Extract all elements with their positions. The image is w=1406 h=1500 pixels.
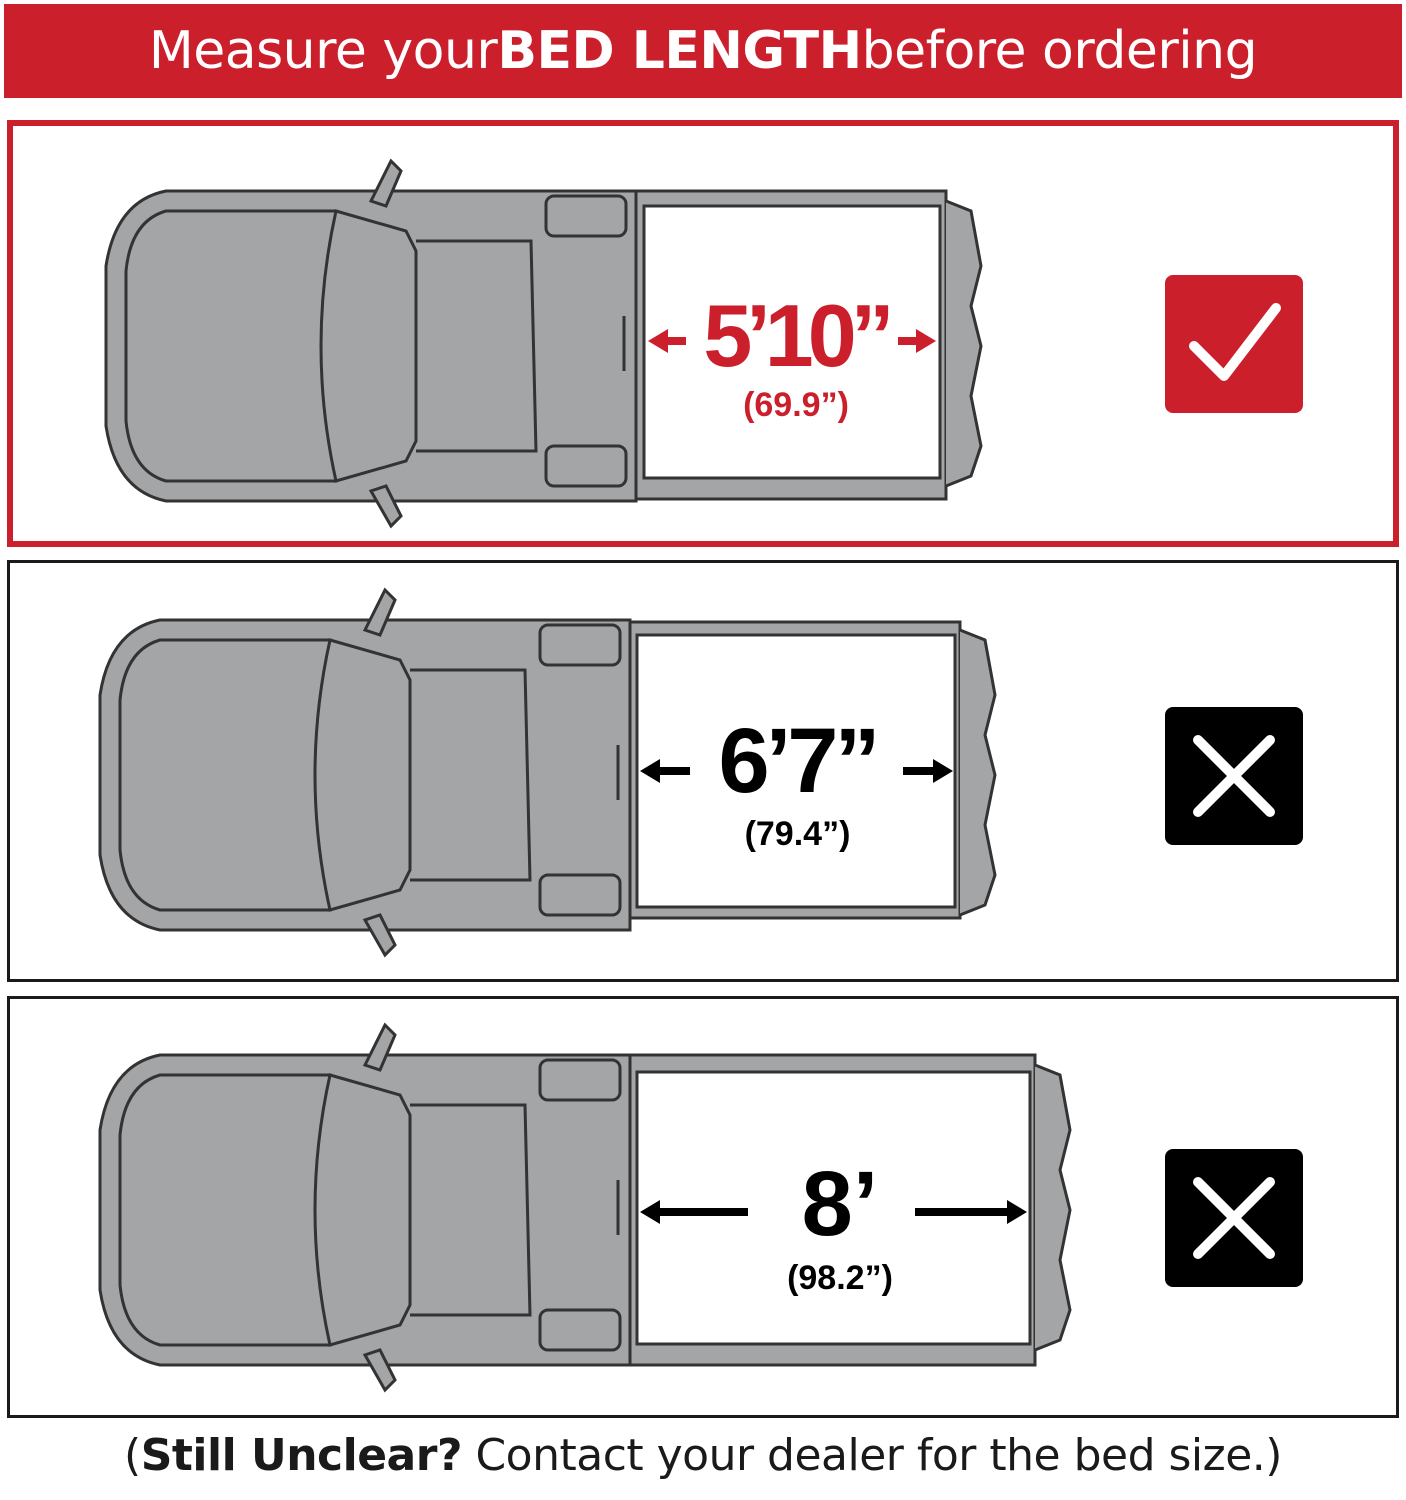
arrow-left-icon bbox=[646, 326, 696, 356]
header-prefix: Measure your bbox=[148, 21, 498, 81]
header-emphasis: BED LENGTH bbox=[497, 21, 862, 81]
bed-length-inches: (69.9”) bbox=[743, 386, 849, 424]
check-icon bbox=[1184, 294, 1284, 394]
bed-length-inches: (79.4”) bbox=[744, 815, 851, 853]
not-selected-badge bbox=[1165, 1149, 1303, 1287]
bed-length-label: 6’7” bbox=[718, 710, 877, 812]
arrow-right-icon bbox=[898, 326, 948, 356]
bed-option-5ft10[interactable] bbox=[7, 120, 1399, 547]
footer-note bbox=[0, 1430, 1406, 1481]
not-selected-badge bbox=[1165, 707, 1303, 845]
bed-length-label: 5’10” bbox=[703, 286, 889, 385]
bed-option-6ft7[interactable] bbox=[7, 560, 1399, 982]
cross-icon bbox=[1184, 726, 1284, 826]
arrow-left-icon bbox=[638, 756, 698, 786]
selected-badge bbox=[1165, 275, 1303, 413]
footer-text: Contact your dealer for the bed size.) bbox=[461, 1430, 1282, 1481]
cross-icon bbox=[1184, 1168, 1284, 1268]
footer-open-paren: ( bbox=[124, 1430, 141, 1481]
arrow-right-icon bbox=[903, 756, 963, 786]
footer-emphasis: Still Unclear? bbox=[140, 1430, 462, 1481]
bed-option-8ft[interactable] bbox=[7, 996, 1399, 1418]
bed-length-label: 8’ bbox=[801, 1153, 879, 1255]
header-banner bbox=[4, 4, 1402, 98]
header-suffix: before ordering bbox=[861, 21, 1258, 81]
bed-length-inches: (98.2”) bbox=[787, 1259, 893, 1297]
